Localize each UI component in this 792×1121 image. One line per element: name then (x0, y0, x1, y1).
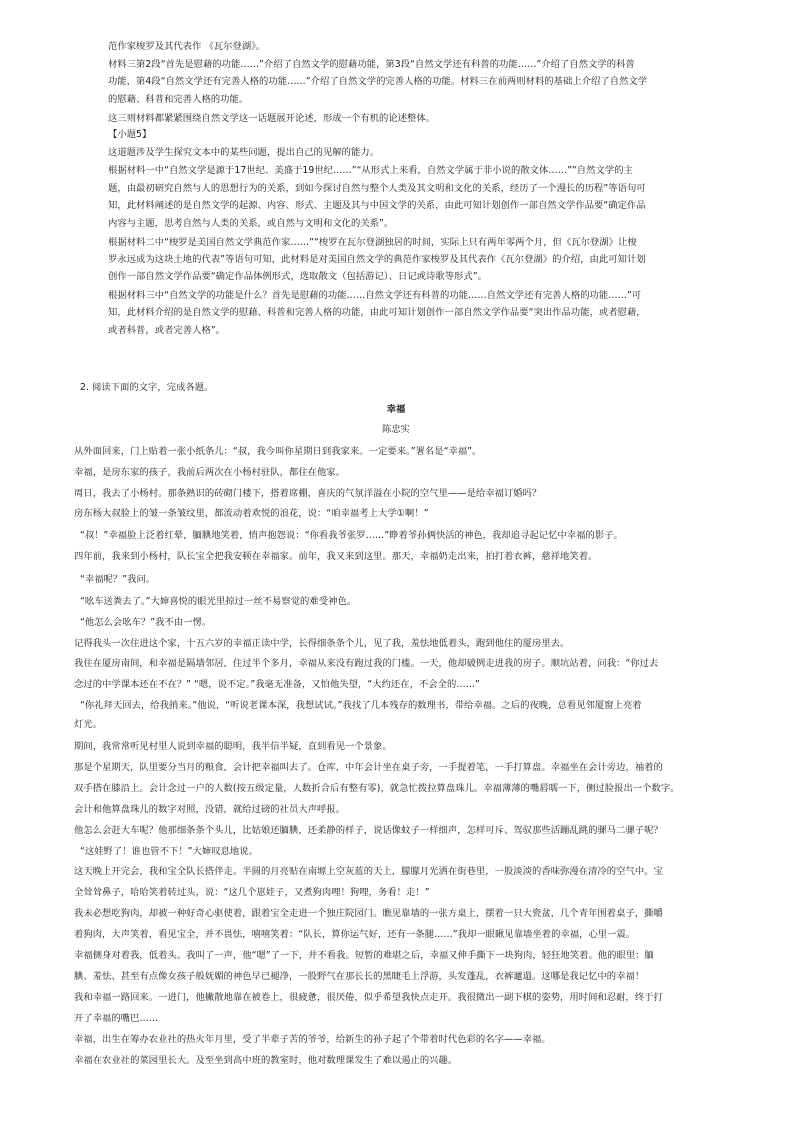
analysis-line: 根据材料一中“自然文学是源于17世纪、美盛于19世纪……”“从形式上来看，自然文学属于非小说的散文体……”“自然文学的主 (108, 165, 633, 176)
story-line: 那是个星期天，队里要分当月的粮食，会计把幸福叫去了。仓库，中年会计坐在桌子旁，一手提着笔，一手打算盘。幸福坐在会计旁边，袖着的 (74, 762, 663, 773)
story-line: 记得我头一次住进这个家，十五六岁的幸福正读中学，长得细条条个儿，见了我，羞怯地低着头，跑到他住的厦房里去。 (74, 638, 570, 649)
analysis-line: 这三则材料都紧紧围绕自然文学这一话题展开论述，形成一个有机的论述整体。 (108, 113, 436, 124)
analysis-line: 功能，第4段“自然文学还有完善人格的功能……”介绍了自然文学的完善人格的功能。材料三在前两则材料的基础上介绍了自然文学 (108, 76, 648, 87)
story-title: 幸福 (386, 404, 406, 415)
analysis-line: 材料三第2段“首先是慰藉的功能……”介绍了自然文学的慰藉功能，第3段“自然文学还有科普的功能……”介绍了自然文学的科普 (108, 59, 635, 70)
analysis-line: 【小题5】 (108, 129, 152, 140)
story-line: 幸福，是房东家的孩子，我前后两次在小杨村驻队，都住在他家。 (74, 467, 346, 478)
story-line: 从外面回来，门上贴着一张小纸条儿：“叔，我今叫你星期日到我家来。一定要来。”署名是“幸福”。 (74, 446, 482, 457)
story-line: 四年前，我来到小杨村，队长宝全把我安顿在幸福家。前年，我又来到这里。那天，幸福奶走出来，拍打着衣裤，慈祥地笑着。 (74, 551, 598, 562)
story-line: “这娃野了！谁也管不下！”大婶叹息地说。 (80, 846, 258, 857)
story-line: 周日，我去了小杨村。那条熟识的砖砌门楼下，搭着席棚，喜庆的气氛洋溢在小院的空气里——是给幸福订婚吗？ (74, 488, 542, 499)
story-line: “叔！”幸福脸上泛着红晕，腼腆地笑着，悄声抱怨说：“你看我爷张罗……”睁着爷孙俩快活的神色，我却追寻起记忆中幸福的影子。 (80, 530, 623, 541)
analysis-line: 这道题涉及学生探究文本中的某些问题，提出自己的见解的能力。 (108, 147, 380, 158)
story-line: 这天晚上开完会，我和宝全队长搭伴走。半圆的月亮贴在南塬上空灰蓝的天上，朦朦月光洒在街巷里，一股淡淡的香味弥漫在清冷的空气中。宝 (74, 866, 663, 877)
analysis-line: 题，由最初研究自然与人的思想行为的关系，到如今探讨自然与整个人类及其文明和文化的关系，经历了一个漫长的历程”等语句可 (108, 183, 646, 194)
analysis-line: 创作一部自然文学作品要“确定作品体例形式，选取散文（包括游记）、日记或诗歌等形式”。 (108, 271, 487, 282)
story-line: 会计和他算盘珠儿的数字对照，没错，就给过磅的社员大声呼报。 (74, 804, 346, 815)
story-line: “他怎么会吆车？”我不由一愣。 (80, 617, 212, 628)
question-prompt: 2. 阅读下面的文字，完成各题。 (80, 382, 214, 393)
story-line: 我和幸福一路回来。一进门，他撇散地靠在被卷上，很疲惫，很厌倦，似乎希望我快点走开。我很微出一副下棋的姿势，用时间和忍耐，终于打 (74, 992, 663, 1003)
analysis-line: 范作家梭罗及其代表作 《瓦尔登湖》。 (108, 41, 266, 52)
story-line: “吆车送粪去了。”大婶喜悦的眼光里掠过一丝不易察觉的难受神色。 (80, 596, 357, 607)
story-line: 开了幸福的嘴巴…… (74, 1013, 159, 1024)
story-line: 他怎么会赶大车呢？他那细条条个头儿，比姑娘还腼腆，还柔静的样子，说话像蚊子一样细声，怎样可斥、驾驭那些活蹦乱跳的骡马二骡子呢？ (74, 825, 663, 836)
analysis-line: 内容与主题，思考自然与人类的关系，或自然与文明和文化的关系”。 (108, 218, 394, 229)
analysis-line: 罗永远成为这块土地的代表”等语句可知，此材料是对美国自然文学的典范作家梭罗及其代表作《瓦尔登湖》的介绍，由此可知计划 (108, 254, 646, 265)
analysis-line: 知，此材料阐述的是自然文学的起源、内容、形式、主题及其与中国文学的关系，由此可知计划创作一部自然文学作品要“确定作品 (108, 200, 646, 211)
story-line: 幸福，出生在筹办农业社的热火年月里，受了半辈子苦的爷爷，给新生的孙子起了个带着时代色彩的名字——幸福。 (74, 1034, 551, 1045)
story-line: 念过的中学课本还在不在？” “嗯，说不定。”我毫无准备，又怕他失望，“大约还在，不会全的……” (74, 679, 480, 690)
story-line: “你礼拜天回去，给我捎来。”他说，“听说老课本深，我想试试。”我找了几本残存的数理书，带给幸福。之后的夜晚，总看见邻厦窗上亮着 (80, 700, 642, 711)
story-line: 幸福在农业社的菜园里长大。及至坐到高中班的教室时，他对数理课发生了难以遏止的兴趣。 (74, 1055, 458, 1066)
story-line: 着狗肉，大声笑着，看见宝全，并不畏怯，嘻嘻笑着：“队长，算你运气好，还有一条腿……”我却一眼瞅见靠墙坐着的幸福，心里一震。 (74, 929, 636, 940)
analysis-line: 根据材料二中“梭罗是美国自然文学典范作家……”“梭罗在瓦尔登湖独居的时间，实际上只有两年零两个月，但《瓦尔登湖》让梭 (108, 237, 637, 248)
analysis-line: 或者科普，或者完善人格”。 (108, 325, 226, 336)
story-line: “幸福呢？”我问。 (80, 574, 156, 585)
story-line: 期间，我常常听见村里人说到幸福的聪明，我半信半疑，直到看见一个景象。 (74, 741, 392, 752)
analysis-line: 的慰藉、科普和完善人格的功能。 (108, 94, 249, 105)
story-line: 幸福侧身对着我，低着头。我叫了一声，他“嗯”了一下，并不看我。短暂的难堪之后，幸福又伸手撕下一块狗肉，轻狂地笑着。他的眼里：腼 (74, 950, 654, 961)
story-line: 灯光。 (74, 719, 103, 730)
story-line: 双手搭在膝沿上。会计念过一户的人数(按五级定量，人数折合后有整有零)，就急忙拨拉算盘珠儿。幸福薄薄的嘴唇嚅一下，侧过脸报出一个数字。 (74, 783, 680, 794)
analysis-line: 知，此材料介绍的是自然文学的慰藉、科普和完善人格的功能，由此可知计划创作一部自然文学作品要“突出作品功能，或者慰藉， (108, 307, 646, 318)
story-line: 我住在厦房南间，和幸福是隔墙邻居，住过半个多月，幸福从来没有跑过我的门槛。一天，他却破例走进我的房子。顺坑站着，问我：“你过去 (74, 658, 659, 669)
story-line: 腆、羞怯、甚至有点像女孩子般妩媚的神色早已褪净，一股野气在那长长的黑睫毛上浮游，头发蓬乱，衣裤邋遢。这哪是我记忆中的幸福！ (74, 971, 645, 982)
story-line: 我未必想吃狗肉，却被一种好奇心驱使着，跟着宝全走进一个独庄院园门。瞧见靠墙的一张方桌上，摆着一只大瓷盆，几个青年围着桌子，撕嚼 (74, 908, 663, 919)
story-line: 全耸耸鼻子，哈哈笑着转过头，说：“这几个崽娃子，又煮狗肉哩！狗哩，务看！走！” (74, 887, 430, 898)
story-author: 陈忠实 (381, 424, 411, 435)
story-line: 房东杨大叔脸上的皱一条皱纹里，都流动着欢悦的浪花，说：“咱幸福考上大学①啊！” (74, 508, 429, 519)
analysis-line: 根据材料三中“自然文学的功能是什么？首先是慰藉的功能……自然文学还有科普的功能……自然文学还有完善人格的功能……”可 (108, 290, 642, 301)
